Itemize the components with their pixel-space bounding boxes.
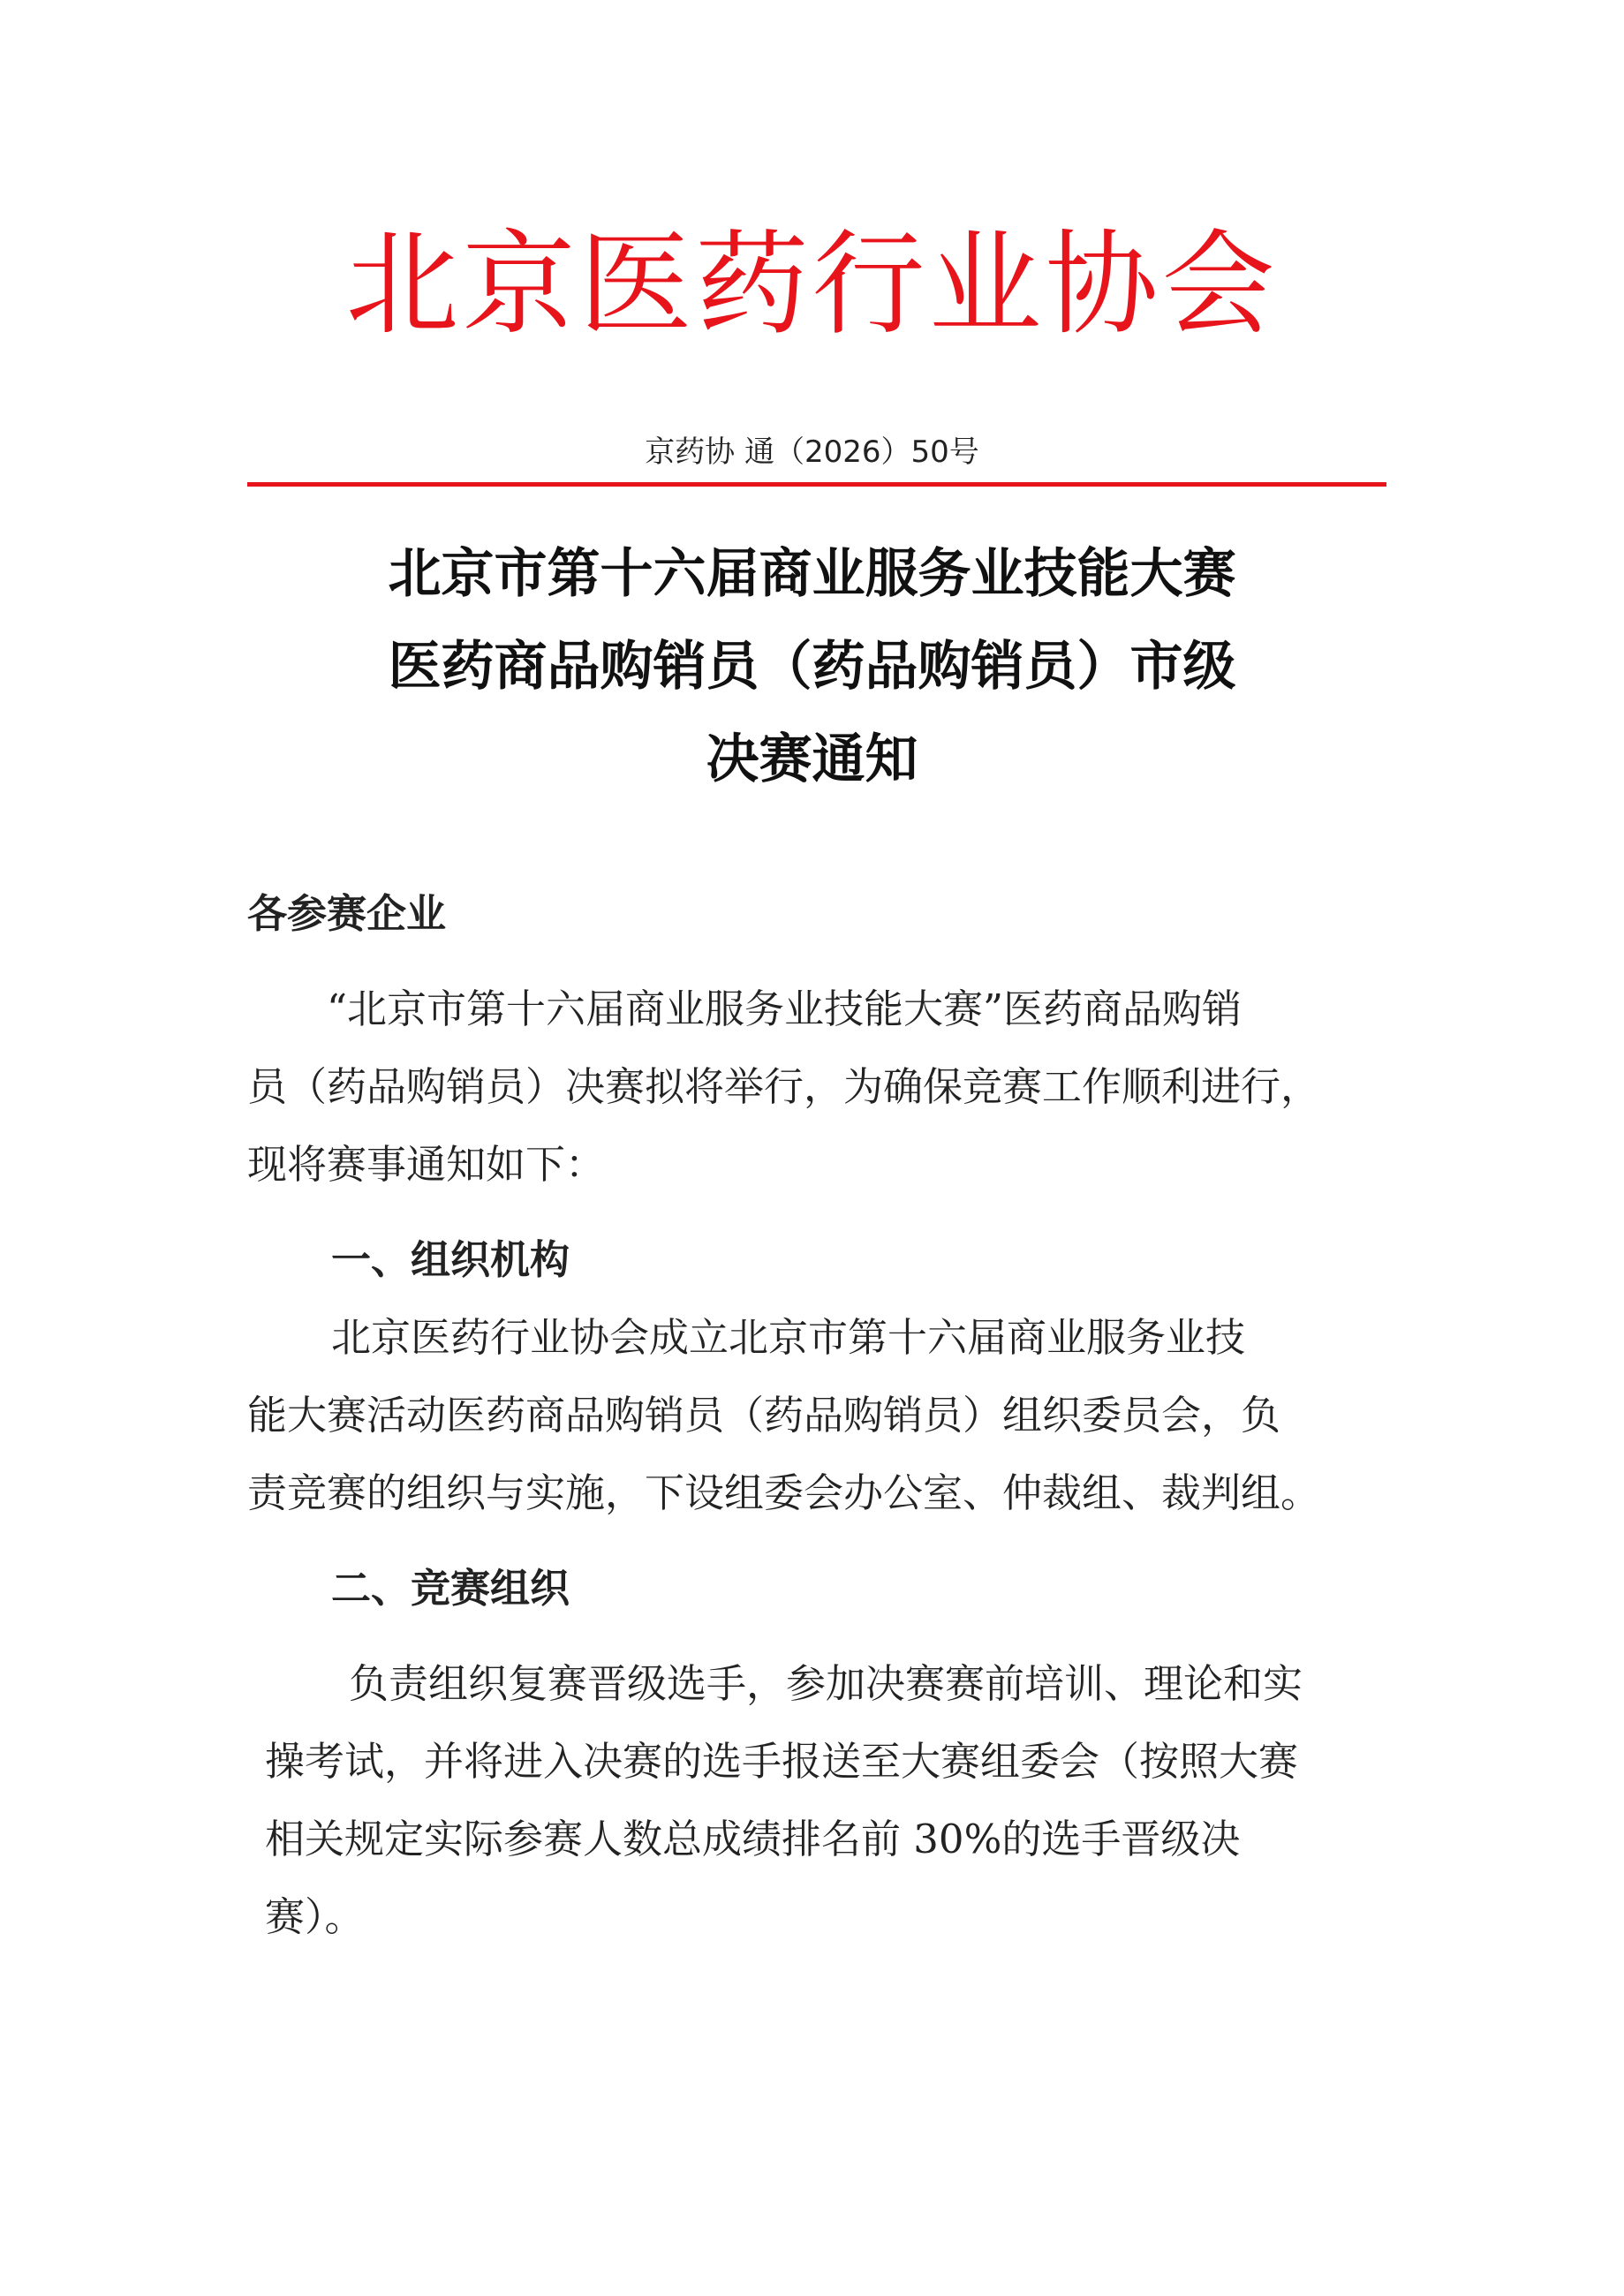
section-2-line-2: 操考试，并将进入决赛的选手报送至大赛组委会（按照大赛 xyxy=(265,1738,1299,1785)
section-1-line-1: 北京医药行业协会成立北京市第十六届商业服务业技 xyxy=(331,1314,1246,1361)
section-1-line-2: 能大赛活动医药商品购销员（药品购销员）组织委员会，负 xyxy=(247,1392,1281,1439)
document-number: 京药协 通（2026）50号 xyxy=(645,434,979,470)
title-line-1: 北京市第十六届商业服务业技能大赛 xyxy=(388,543,1236,605)
salutation: 各参赛企业 xyxy=(247,890,447,937)
section-2-line-4: 赛）。 xyxy=(265,1893,365,1940)
intro-line-1: “北京市第十六届商业服务业技能大赛”医药商品购销 xyxy=(327,986,1243,1032)
section-2-line-1: 负责组织复赛晋级选手，参加决赛赛前培训、理论和实 xyxy=(349,1660,1303,1707)
header-divider xyxy=(247,482,1386,487)
title-line-2: 医药商品购销员（药品购销员）市级 xyxy=(388,636,1236,698)
section-heading-1: 一、组织机构 xyxy=(331,1236,570,1283)
intro-line-2: 员（药品购销员）决赛拟将举行，为确保竞赛工作顺利进行， xyxy=(247,1063,1321,1110)
section-2-line-3: 相关规定实际参赛人数总成绩排名前 30%的选手晋级决 xyxy=(265,1816,1241,1862)
notice-title xyxy=(0,528,1624,806)
intro-line-3: 现将赛事通知如下： xyxy=(247,1141,606,1188)
title-line-3: 决赛通知 xyxy=(706,729,918,790)
section-1-line-3: 责竞赛的组织与实施，下设组委会办公室、仲裁组、裁判组。 xyxy=(247,1469,1321,1516)
section-heading-2: 二、竞赛组织 xyxy=(331,1565,570,1612)
organization-letterhead: 北京医药行业协会 xyxy=(345,219,1279,351)
